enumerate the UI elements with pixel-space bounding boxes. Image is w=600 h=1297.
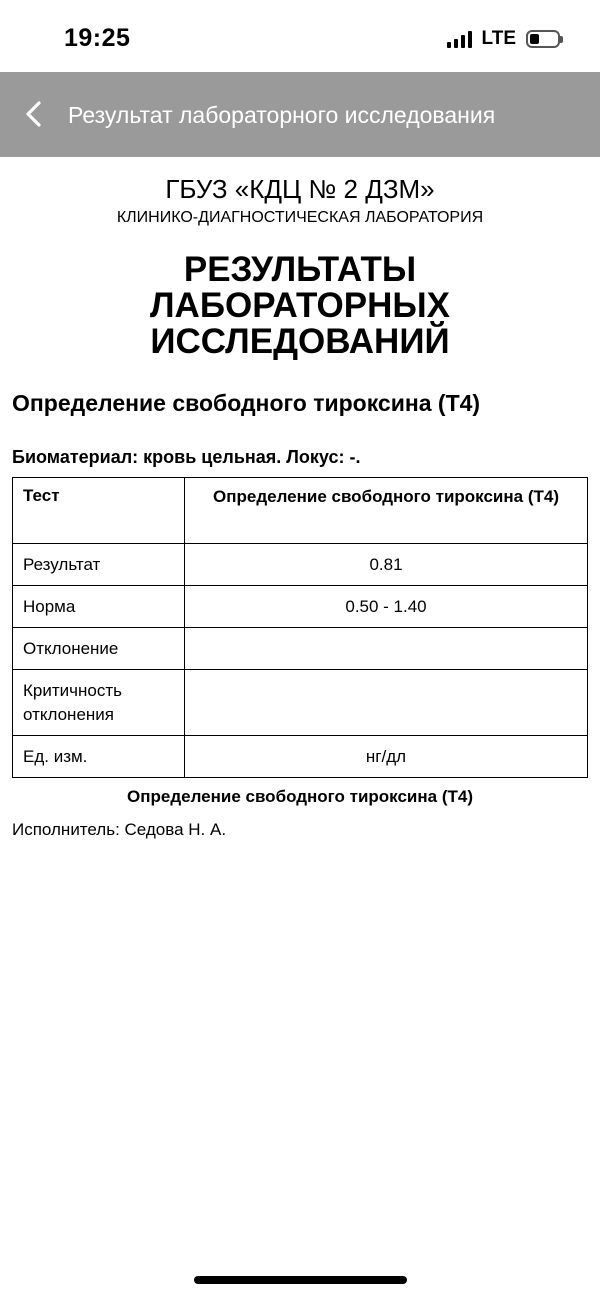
table-caption: Определение свободного тироксина (Т4) [127,787,473,806]
row-value-units: нг/дл [185,736,588,778]
organization-name: ГБУЗ «КДЦ № 2 ДЗМ» [165,174,435,204]
document-title-line: ЛАБОРАТОРНЫХ [150,286,450,325]
table-header-label: Тест [13,478,185,544]
home-indicator[interactable] [194,1276,407,1284]
row-value-norm: 0.50 - 1.40 [185,586,588,628]
status-bar [0,0,600,72]
chevron-left-icon [24,100,44,128]
document-title-line: ИССЛЕДОВАНИЙ [150,322,450,361]
row-value-deviation [185,628,588,670]
back-button[interactable] [14,94,54,134]
battery-icon [526,30,560,48]
document-title-line: РЕЗУЛЬТАТЫ [183,250,417,289]
results-table [12,477,588,778]
cellular-signal-icon [447,30,472,48]
row-label-result: Результат [13,544,185,586]
network-type: LTE [481,28,516,49]
test-heading: Определение свободного тироксина (Т4) [12,390,481,416]
biomaterial-info: Биоматериал: кровь цельная. Локус: -. [12,447,361,467]
row-label-deviation: Отклонение [13,628,185,670]
table-row [13,628,588,670]
table-row [13,544,588,586]
executor-info: Исполнитель: Седова Н. А. [12,820,227,839]
row-value-criticality [185,670,588,736]
table-header-row [13,478,588,544]
table-header-value: Определение свободного тироксина (Т4) [185,478,588,544]
row-label-units: Ед. изм. [13,736,185,778]
status-indicators [447,28,560,50]
table-row [13,586,588,628]
table-row [13,736,588,778]
page-title: Результат лабораторного исследования [68,102,496,128]
navigation-header [0,72,600,157]
table-row [13,670,588,736]
organization-subtitle: КЛИНИКО-ДИАГНОСТИЧЕСКАЯ ЛАБОРАТОРИЯ [116,209,484,226]
document-title [0,252,600,360]
status-time: 19:25 [64,24,131,52]
row-value-result: 0.81 [185,544,588,586]
row-label-norm: Норма [13,586,185,628]
battery-level [530,34,539,44]
row-label-criticality: Критичность отклонения [13,670,185,736]
